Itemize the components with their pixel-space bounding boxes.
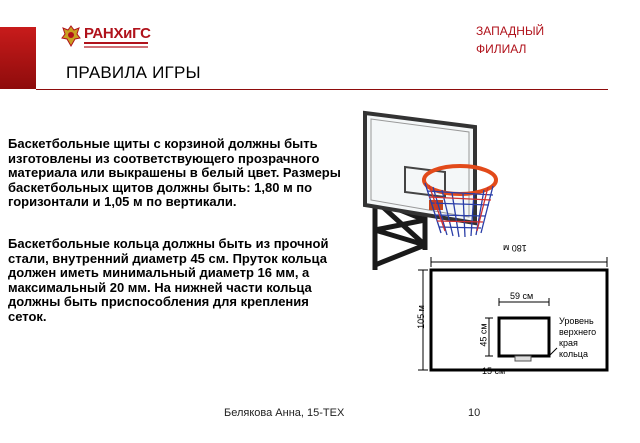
rules-paragraph: Баскетбольные щиты с корзиной должны быть изготовлены из соответствующего прозрачного материала или выкрашены в белый цвет. Размеры баскетбольных щитов должны быть: 1,80 м по горизонтали и 1,05 м по вертикали.: [8, 136, 341, 209]
logo-underline: [84, 42, 148, 44]
slide-title: ПРАВИЛА ИГРЫ: [66, 63, 201, 82]
page-number: 10: [468, 407, 481, 419]
ranepa-logo: [60, 24, 150, 54]
inner-height-label: 45 см: [478, 323, 489, 347]
branch-line: ФИЛИАЛ: [476, 42, 527, 56]
title-divider: [36, 89, 608, 90]
width-dimension-label: 180 м: [503, 243, 527, 253]
branch-label: [476, 22, 566, 58]
rules-paragraph: Баскетбольные кольца должны быть из прочной стали, внутренний диаметр 45 см. Пруток кольца должен иметь минимальный диаметр 16 мм, а максимальный 20 мм. На нижней части кольца должны быть приспособления для крепления сеток.: [8, 236, 329, 324]
footer-author: Белякова Анна, 15-ТЕХ: [224, 407, 345, 419]
bottom-offset-label: 15 см: [482, 366, 506, 376]
logo-underline: [84, 46, 148, 48]
eagle-emblem-icon: [60, 24, 82, 48]
height-dimension-label: 105 м: [415, 305, 426, 329]
accent-bar: [0, 27, 36, 89]
branch-line: ЗАПАДНЫЙ: [476, 24, 545, 38]
logo-text: РАНХиГС: [84, 25, 151, 42]
inner-width-label: 59 см: [510, 291, 534, 301]
rim-level-note: Уровень верхнего края кольца: [559, 316, 597, 359]
